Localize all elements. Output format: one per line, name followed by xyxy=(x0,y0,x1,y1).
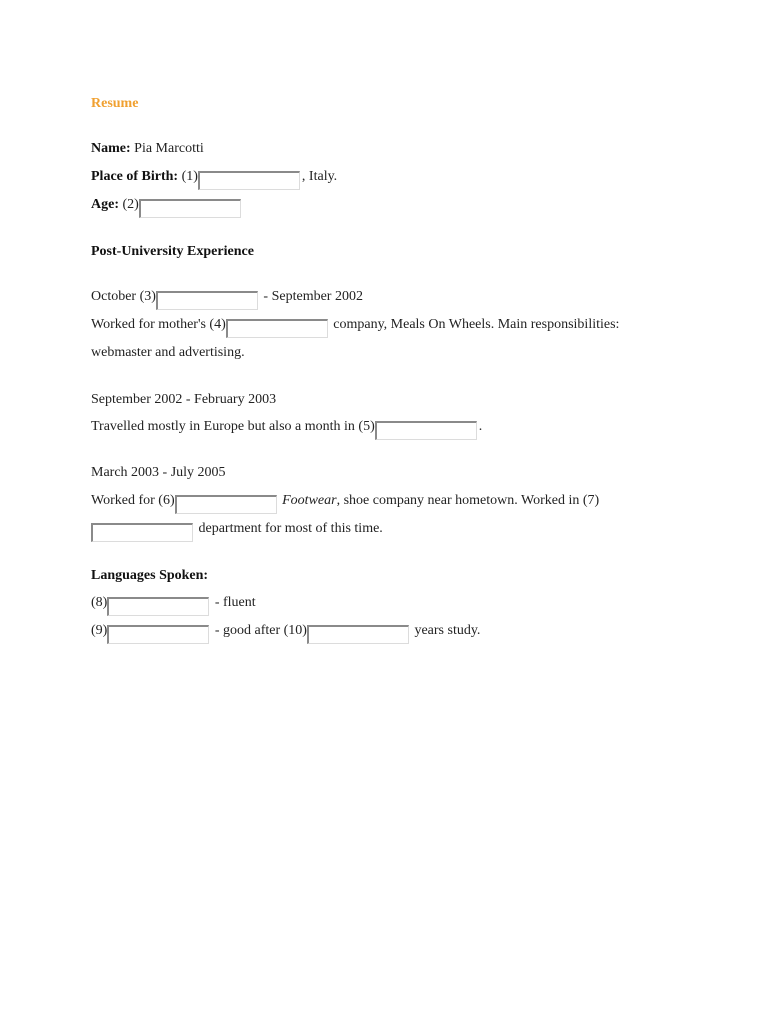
mother-suffix: company, Meals On Wheels. Main responsibilities: xyxy=(333,317,620,332)
language-8-line xyxy=(91,593,256,621)
blank-2-number: (2) xyxy=(122,197,139,212)
march-dates: March 2003 - July 2005 xyxy=(91,465,226,480)
post-university-heading-text: Post-University Experience xyxy=(91,244,254,259)
page-title: Resume xyxy=(91,96,139,111)
blank-9-input[interactable] xyxy=(107,625,209,644)
worked-line xyxy=(91,491,599,519)
blank-10-input[interactable] xyxy=(307,625,409,644)
name-value: Pia Marcotti xyxy=(134,141,204,156)
september-dates: September 2002 - February 2003 xyxy=(91,392,277,407)
blank-6-input[interactable] xyxy=(175,495,277,514)
languages-heading-text: Languages Spoken: xyxy=(91,568,209,583)
blank-1-input[interactable] xyxy=(198,171,300,190)
language-9-line xyxy=(91,621,480,649)
blank-6-prefix: Worked for (6) xyxy=(91,493,175,508)
department-suffix: department for most of this time. xyxy=(198,521,383,536)
blank-9-number: (9) xyxy=(91,623,108,638)
october-line xyxy=(91,287,363,315)
blank-2-input[interactable] xyxy=(139,199,241,218)
blank-3-prefix: October (3) xyxy=(91,289,156,304)
blank-4-prefix: Worked for mother's (4) xyxy=(91,317,226,332)
blank-10-prefix: - good after (10) xyxy=(214,623,307,638)
age-line xyxy=(91,195,243,223)
worked-suffix: , shoe company near hometown. Worked in (7) xyxy=(336,493,600,508)
mother-continued: webmaster and advertising. xyxy=(91,345,245,360)
birth-line xyxy=(91,167,337,195)
birth-label: Place of Birth: xyxy=(91,169,179,184)
blank-8-number: (8) xyxy=(91,595,108,610)
october-suffix: - September 2002 xyxy=(263,289,363,304)
post-university-heading xyxy=(91,242,254,270)
travel-line xyxy=(91,417,482,445)
years-study-text: years study. xyxy=(414,623,481,638)
blank-7-input[interactable] xyxy=(91,523,193,542)
languages-heading xyxy=(91,566,208,594)
blank-8-input[interactable] xyxy=(107,597,209,616)
name-label: Name: xyxy=(91,141,131,156)
department-line xyxy=(91,519,383,547)
travel-suffix: . xyxy=(478,419,483,434)
name-line xyxy=(91,139,204,167)
footwear-text: Footwear xyxy=(282,493,337,508)
blank-5-prefix: Travelled mostly in Europe but also a month in (5) xyxy=(91,419,375,434)
mother-line xyxy=(91,315,619,343)
birth-suffix: , Italy. xyxy=(301,169,338,184)
blank-1-number: (1) xyxy=(181,169,198,184)
blank-3-input[interactable] xyxy=(156,291,258,310)
blank-5-input[interactable] xyxy=(375,421,477,440)
blank-4-input[interactable] xyxy=(226,319,328,338)
fluent-text: - fluent xyxy=(214,595,256,610)
age-label: Age: xyxy=(91,197,119,212)
